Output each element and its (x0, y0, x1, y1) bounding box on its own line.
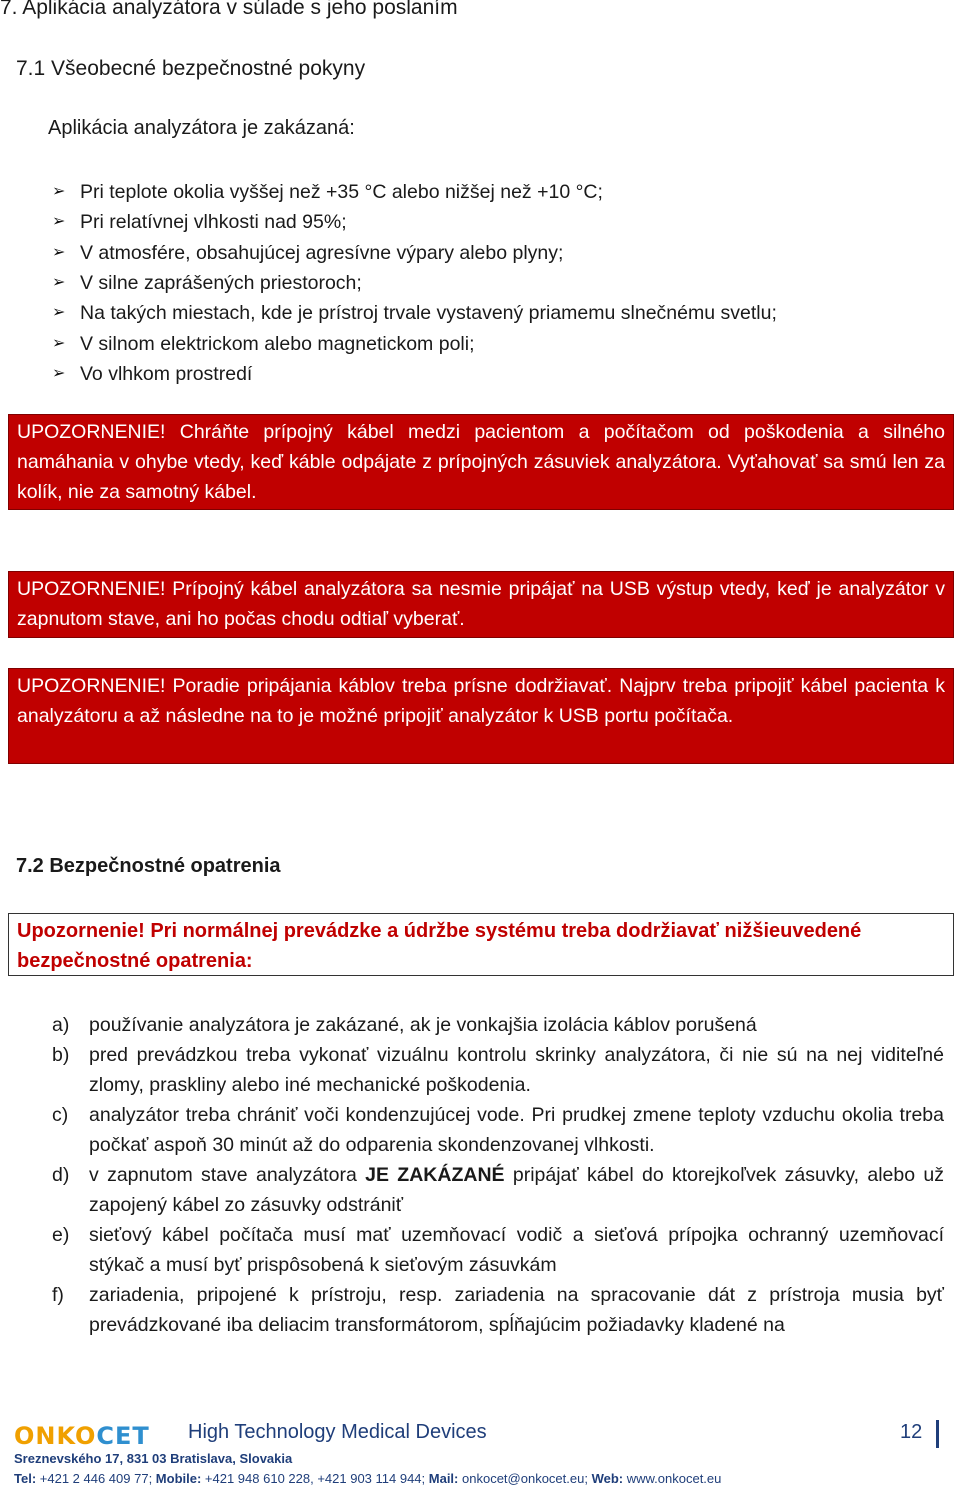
email-link[interactable]: onkocet@onkocet.eu; (458, 1471, 592, 1486)
arrow-bullet-icon: ➢ (52, 183, 66, 201)
company-logo: ONKO CET (14, 1422, 150, 1450)
web-link[interactable]: www.onkocet.eu (623, 1471, 722, 1486)
list-item: ➢ Na takých miestach, kde je prístroj trvale vystavený priamemu slnečnému svetlu; (52, 298, 777, 328)
list-item: c) analyzátor treba chrániť voči kondenzujúcej vode. Pri prudkej zmene teploty vzduchu okolia treba počkať aspoň 30 minút až do odparenia skondenzovanej vlhkosti. (52, 1104, 944, 1156)
arrow-bullet-icon: ➢ (52, 274, 66, 292)
section-heading-2: 7.2 Bezpečnostné opatrenia (16, 855, 281, 877)
list-item: a) používanie analyzátora je zakázané, ak je vonkajšia izolácia káblov porušená (52, 1014, 757, 1036)
warning-label: UPOZORNENIE! (17, 675, 166, 697)
subsection-heading: 7.1 Všeobecné bezpečnostné pokyny (16, 57, 366, 80)
notice-label: Upozornenie! (17, 920, 145, 942)
notice-text: Pri normálnej prevádzke a údržbe systému treba dodržiavať nižšieuvedené bezpečnostné opatrenia: (17, 920, 862, 972)
list-item: b) pred prevádzkou treba vykonať vizuálnu kontrolu skrinky analyzátora, či nie sú na nej viditeľné zlomy, praskliny alebo iné mechanické poškodenia. (52, 1044, 944, 1096)
page-number-divider (936, 1420, 939, 1448)
list-item: ➢ Pri relatívnej vlhkosti nad 95%; (52, 207, 777, 237)
list-item: e) sieťový kábel počítača musí mať uzemňovací vodič a sieťová prípojka ochranný uzemňovací stýkač a musí byť prispôsobená k sieťovým zásuvkám (52, 1224, 944, 1276)
list-item: ➢ V silnom elektrickom alebo magnetickom poli; (52, 328, 777, 358)
list-item: f) zariadenia, pripojené k prístroju, resp. zariadenia na spracovanie dát z prístroja musia byť prevádzkované iba deliacim transformátorom, spĺňajúcim požiadavky kladené na (52, 1284, 944, 1336)
warning-text: Prípojný kábel analyzátora sa nesmie pripájať na USB výstup vtedy, keď je analyzátor v zapnutom stave, ani ho počas chodu odtiaľ vyberať. (17, 578, 945, 630)
arrow-bullet-icon: ➢ (52, 334, 66, 352)
warning-box (8, 571, 954, 638)
list-item: ➢ V atmosfére, obsahujúcej agresívne výpary alebo plyny; (52, 238, 777, 268)
arrow-bullet-icon: ➢ (52, 243, 66, 261)
arrow-bullet-icon: ➢ (52, 364, 66, 382)
warning-label: UPOZORNENIE! (17, 578, 166, 600)
list-item: ➢ Vo vlhkom prostredí (52, 359, 777, 389)
section-heading: 7. Aplikácia analyzátora v súlade s jeho poslaním (0, 0, 458, 19)
warning-box (8, 668, 954, 764)
footer-tagline: High Technology Medical Devices (188, 1421, 487, 1443)
warning-box (8, 414, 954, 510)
list-item: d) v zapnutom stave analyzátora JE ZAKÁZANÉ pripájať kábel do ktorejkoľvek zásuvky, alebo už zapojený kábel zo zásuvky odstrániť (52, 1164, 944, 1216)
warning-text: Poradie pripájania káblov treba prísne dodržiavať. Najprv treba pripojiť kábel pacienta k analyzátoru a až následne na to je možné pripojiť analyzátor k USB portu počítača. (17, 675, 945, 727)
arrow-bullet-icon: ➢ (52, 213, 66, 231)
warning-label: UPOZORNENIE! (17, 421, 166, 443)
notice-box (8, 913, 954, 976)
arrow-bullet-icon: ➢ (52, 304, 66, 322)
footer-contact: Tel: +421 2 446 409 77; Mobile: +421 948 610 228, +421 903 114 944; Mail: onkocet@onkocet.eu; Web: www.onkocet.eu (14, 1471, 722, 1486)
footer-address: Sreznevského 17, 831 03 Bratislava, Slovakia (14, 1451, 293, 1466)
prohibition-list (52, 177, 777, 389)
warning-text: Chráňte prípojný kábel medzi pacientom a počítačom od poškodenia a silného namáhania v ohybe vtedy, keď káble odpájate z prípojných zásuviek analyzátora. Vyťahovať sa smú len za kolík, nie za samotný kábel. (17, 421, 945, 503)
measures-list (52, 1010, 944, 1340)
list-item: ➢ V silne zaprášených priestoroch; (52, 268, 777, 298)
list-item: ➢ Pri teplote okolia vyššej než +35 °C alebo nižšej než +10 °C; (52, 177, 777, 207)
intro-text: Aplikácia analyzátora je zakázaná: (48, 117, 355, 139)
page-number: 12 (900, 1421, 923, 1443)
